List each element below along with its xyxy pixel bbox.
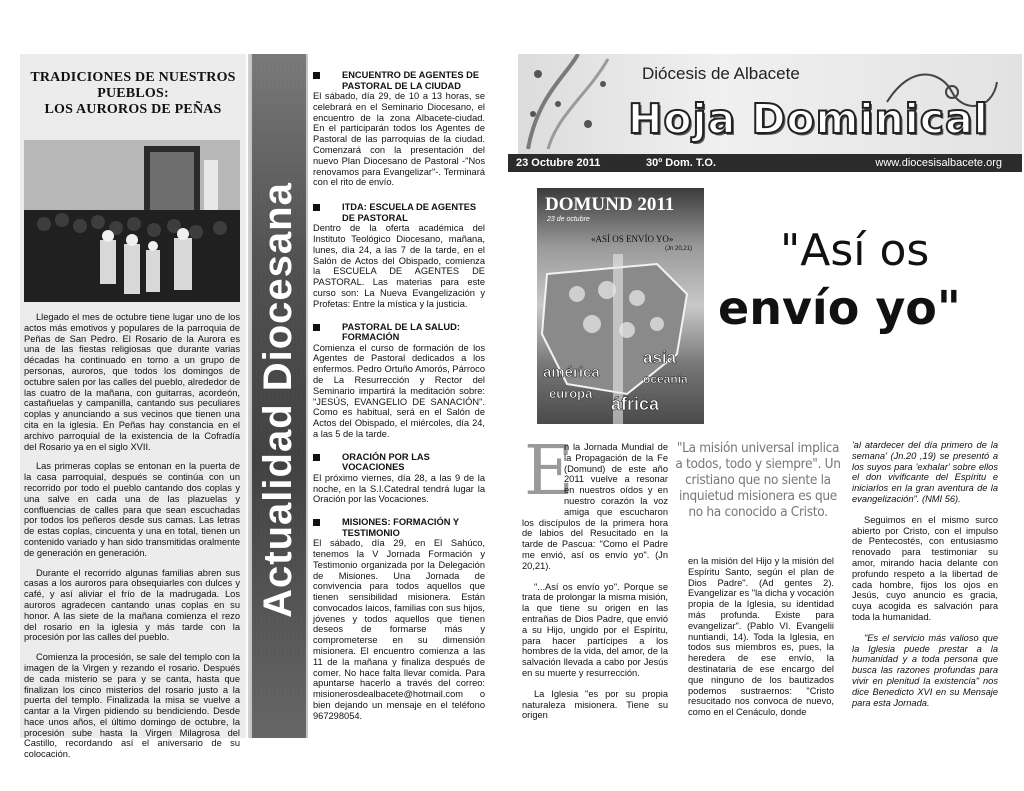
section-heading-text: ENCUENTRO DE AGENTES DE PASTORAL DE LA CIUDAD	[342, 70, 480, 91]
section-body: El próximo viernes, día 28, a las 9 de la noche, en la S.I.Catedral tendrá lugar la Oración por las Vocaciones.	[313, 472, 485, 505]
section-heading-text: PASTORAL DE LA SALUD: FORMACIÓN	[342, 321, 460, 343]
bullet-square-icon	[313, 454, 320, 461]
paragraph: Llegado el mes de octubre tiene lugar uno de los actos más emotivos y populares de la parroquia de Peñas de San Pedro. El Rosario de la Aurora es una de las fiestas religiosas que durante varias décadas ha continuado en torno a un grupo de personas, auroros, que todos los domingos de octubre salen por las calles del pueblo, alrededor de las cuatro de la mañana, con guitarras, acordeón, castañuelas y campanilla, cantando sus peculiares coplas y anunciando a sus vecinos que tienen una cita en la iglesia. En Peñas hay constancia en el archivo parroquial de la existencia de la Cofradía del Rosario ya en el siglo XVII.	[24, 312, 240, 452]
paragraph: Seguimos en el mismo surco abierto por Cristo, con el impulso de Pentecostés, con entusiasmo renovado para testimoniar su amor, mirando hacia delante con profundo respeto a la libertad de cada hombre, fijos los ojos en Jesús, cuyo anuncio es gracia, cuya acogida es salvación para toda la humanidad.	[852, 514, 998, 622]
bullet-square-icon	[313, 204, 320, 211]
poster-quote: «ASÍ OS ENVÍO YO»	[591, 234, 674, 244]
section-heading-text: ORACIÓN POR LAS VOCACIONES	[342, 451, 430, 473]
continent-label: europa	[549, 386, 593, 401]
headline-line2: envío yo"	[718, 281, 961, 335]
article-column-2: en la misión del Hijo y la misión del Espíritu Santo, según el plan de Dios Padre". (Ad gentes 2). Evangelizar es "la dicha y vocación propia de la Iglesia, su identidad más profunda. Existe para evangelizar". (Pablo VI. Evangelii nuntiandi, 14). Toda la Iglesia, en todos sus miembros es, pues, la heredera de ese envío, la destinataria de ese encargo del que ninguno de los bautizados podemos sustraernos: "Cristo resucitado nos convoca de nuevo, como en el Cenáculo, donde	[688, 556, 834, 718]
continent-label: áfrica	[611, 394, 660, 414]
bullet-square-icon	[313, 72, 320, 79]
decorative-swirl-icon	[518, 54, 628, 154]
paragraph: Comienza la procesión, se sale del templo con la imagen de la Virgen y rezando el rosario. Después de cada misterio se para y se canta, hasta que finalizan los cinco misterios del rosario justo a la puerta del templo. Finalizada la misa se vuelve a cantar a la Virgen pidiendo su bendiciendo. Desde hace unos años, el último domingo de octubre, la procesión sube hasta la Virgen Milagrosa del Castillo, recordando así el aniversario de su colocación.	[24, 652, 240, 760]
continent-label: américa	[543, 364, 600, 381]
publication-title: Hoja Dominical	[628, 95, 989, 143]
drop-cap: E	[524, 432, 574, 511]
section-heading	[313, 70, 485, 91]
poster-reference: (Jn 20,21)	[665, 246, 693, 252]
section-body: El sábado, día 29, en El Sahúco, tenemos la V Jornada Formación y Testimonio organizada por la Delegación de Misiones. Una Jornada de convivencia para todos aquellos que tienen sensibilidad misionera. Están convocados laicos, familias con sus hijos, jóvenes y todos aquellos que tienen deseos de formarse más y comprometerse en su dimensión misionera. El encuentro comienza a las 11 de la mañana y finaliza después de comer. No hace falta llevar comida. Para apuntarse hacerlo a través del correo: misionerosdealbacete@hotmail.com o bien dejando un mensaje en el teléfono 967298054.	[313, 538, 485, 721]
title-line: LOS AUROROS DE PEÑAS	[44, 102, 222, 117]
section-heading	[313, 517, 485, 538]
diocesan-news-column	[313, 70, 485, 722]
article-column-1	[522, 432, 668, 721]
procession-photo	[24, 140, 240, 302]
title-line: TRADICIONES DE NUESTROS	[30, 70, 236, 85]
procession-photo-illustration	[24, 140, 240, 302]
paragraph: La Iglesia "es por su propia naturaleza misionera. Tiene su origen	[522, 688, 668, 721]
masthead	[518, 54, 1022, 154]
section-body: Dentro de la oferta académica del Instituto Teológico Diocesano, mañana, lunes, día 24, a las 7 de la tarde, en el Salón de Actos del Obispado, comienza la ESCUELA DE AGENTES DE PASTORAL. Las materias para este curso son: La Nueva Evangelización y Profetas: Entre la mística y la justicia.	[313, 223, 485, 309]
section-heading	[313, 322, 485, 343]
title-line: PUEBLOS:	[97, 86, 169, 101]
paragraph: 'al atardecer del día primero de la semana' (Jn.20 ,19) se presentó a los suyos para 'exhalar' sobre ellos el don vivificante del Espíritu e iniciarlos en la gran aventura de la evangelización". (NMI 56).	[852, 440, 998, 504]
dateline-bar	[508, 154, 1022, 172]
news-section	[313, 322, 485, 440]
paragraph: Durante el recorrido algunas familias abren sus casas a los auroros para obsequiarles con dulces y café, y así aliviar el frío de la madrugada. Los auroros agradecen cantando unas coplas en su honor. A las siete de la mañana comienza el rezo del rosario en la iglesia y más tarde con la procesión por las calles del pueblo.	[24, 567, 240, 643]
paragraph: "Es el servicio más valioso que la Iglesia puede prestar a la humanidad y a toda persona que busca las razones profundas para vivir en plenitud la existencia" nos dice Benedicto XVI en su Mensaje para esta Jornada.	[852, 632, 998, 708]
paragraph: "...Así os envío yo". Porque se trata de prolongar la misma misión, la que tiene su origen en las entrañas de Dios Padre, que envió a su Hijo, ungido por el Espíritu, para hacer partícipes a los hombres de la vida, del amor, de la salvación llevada a cabo por Jesús en su muerte y resurrección.	[522, 581, 668, 678]
continent-label: oceanía	[643, 372, 688, 386]
bullet-square-icon	[313, 519, 320, 526]
liturgical-sunday: 30º Dom. T.O.	[646, 157, 717, 169]
section-heading-text: MISIONES: FORMACIÓN Y TESTIMONIO	[342, 517, 459, 538]
section-body: El sábado, día 29, de 10 a 13 horas, se celebrará en el Seminario Diocesano, el encuentro de la zona Albacete-ciudad. En el participarán todos los Agentes de Pastoral de las parroquias de la ciudad. Comenzará con la presentación del nuevo Plan Diocesano de Pastoral -"Nos renovamos para Evangelizar"-. Terminará con el rito de envío.	[313, 91, 485, 188]
bullet-square-icon	[313, 324, 320, 331]
left-article-body	[24, 312, 240, 760]
vertical-banner	[248, 54, 308, 738]
section-heading-text: ITDA: ESCUELA DE AGENTES DE PASTORAL	[342, 202, 477, 223]
dropcap-spacer	[522, 432, 574, 511]
article-column-3	[852, 440, 998, 708]
diocese-name: Diócesis de Albacete	[642, 64, 800, 83]
left-article-title	[24, 70, 242, 118]
section-heading	[313, 452, 485, 473]
website-link[interactable]: www.diocesisalbacete.org	[875, 157, 1002, 169]
news-section	[313, 70, 485, 188]
poster-date: 23 de octubre	[547, 216, 590, 223]
domund-poster	[537, 188, 704, 424]
news-section	[313, 452, 485, 505]
news-section	[313, 202, 485, 309]
poster-title: DOMUND 2011	[545, 194, 675, 215]
headline-line1: "Así os	[780, 225, 930, 276]
paragraph-text: n la Jornada Mundial de la Propagación de la Fe (Domund) de este año 2011 vuelve a resonar en nuestros oídos y en nuestro corazón la voz amiga que escucharon los discípulos de la primera hora de labios del Resucitado en la tarde de Pascua: "Como el Padre me envió, así os envío yo". (Jn 20,21).	[522, 442, 668, 571]
banner-title: Actualidad Diocesana	[256, 182, 300, 618]
news-section	[313, 517, 485, 722]
paragraph: Las primeras coplas se entonan en la puerta de la casa parroquial, después se continúa con un recorrido por todo el pueblo cantando dos coplas y una salve en cada una de las plazuelas y confluencias de calles para que sean escuchadas por todos los peñeros desde sus camas. Las letras de estas coplas, cincuenta y una en total, tienen un contenido variado y han sido transmitidas oralmente de generación en generación.	[24, 461, 240, 558]
section-body: Comienza el curso de formación de los Agentes de Pastoral dedicados a los enfermos. Pedro Ortuño Amorós, Párroco de La Resurrección y Rector del Seminario impartirá la meditación sobre: "JESÚS, EVANGELIO DE SANACIÓN". Como es habitual, será en el Salón de Actos del Obispado, el miércoles, día 24, a las 5 de la tarde.	[313, 342, 485, 439]
pull-quote: "La misión universal implica a todos, todo y siempre". Un cristiano que no siente la inquietud misionera es que no ha conocido a Cristo.	[675, 440, 841, 520]
section-heading	[313, 202, 485, 223]
paragraph	[522, 432, 668, 572]
issue-date: 23 Octubre 2011	[516, 157, 601, 169]
continent-label: asia	[643, 348, 677, 367]
